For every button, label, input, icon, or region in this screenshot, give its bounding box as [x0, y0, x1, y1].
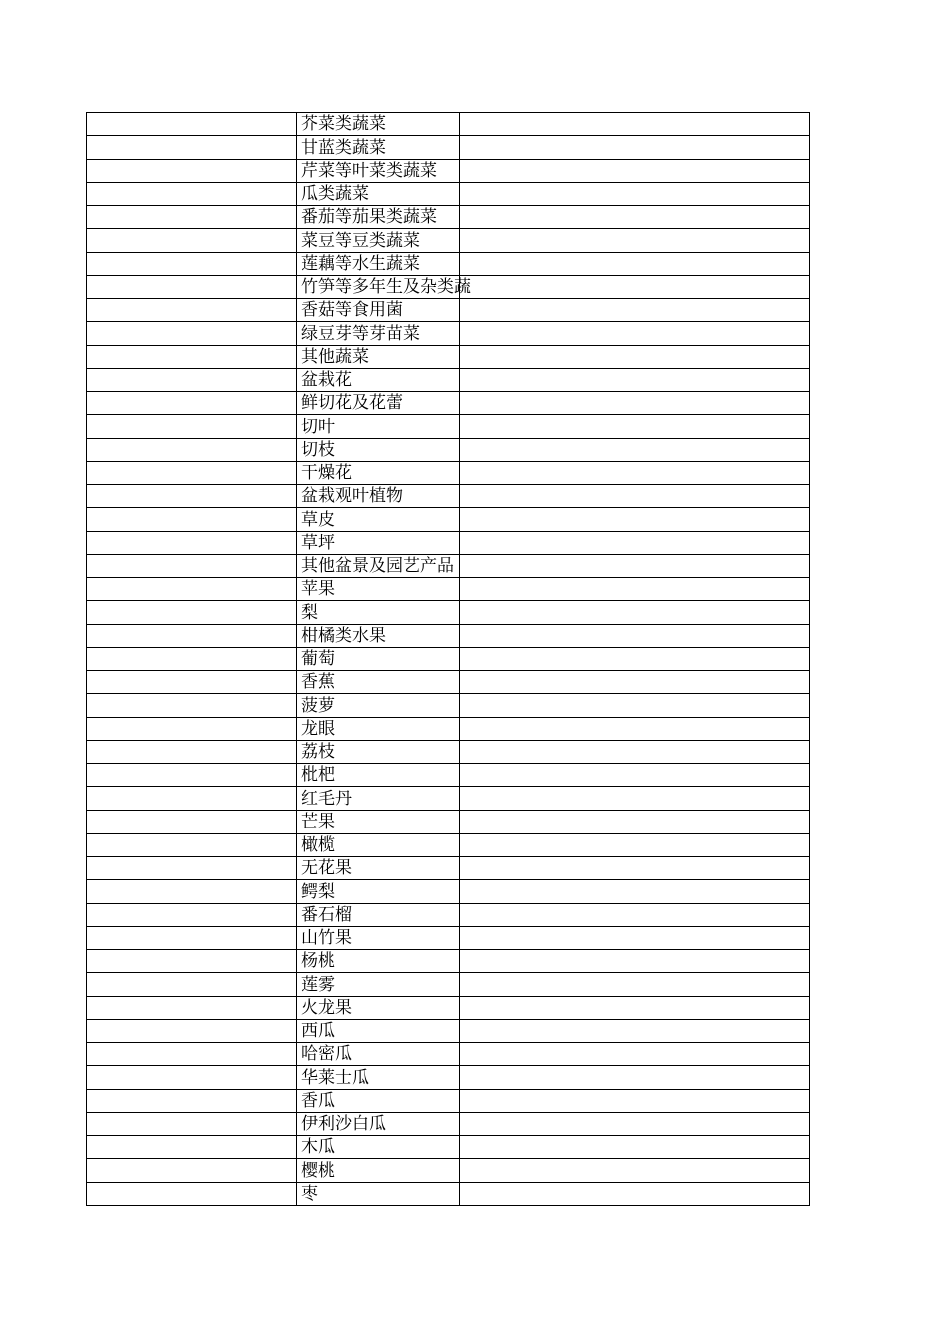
product-name: 其他盆景及园艺产品 — [301, 556, 454, 576]
product-name: 无花果 — [301, 858, 352, 879]
table-row — [87, 438, 810, 461]
blank-cell-right[interactable] — [460, 461, 810, 484]
product-name: 柑橘类水果 — [301, 625, 386, 646]
product-name-cell[interactable] — [297, 1043, 460, 1066]
blank-cell-right[interactable] — [460, 438, 810, 461]
product-name-cell[interactable] — [297, 345, 460, 368]
product-name-cell[interactable] — [297, 392, 460, 415]
blank-cell-left[interactable] — [87, 229, 297, 252]
table-row — [87, 671, 810, 694]
product-name-cell[interactable] — [297, 182, 460, 205]
product-name-cell[interactable] — [297, 926, 460, 949]
table-row — [87, 485, 810, 508]
product-name-cell[interactable] — [297, 554, 460, 577]
product-name: 鳄梨 — [301, 881, 335, 902]
blank-cell-right[interactable] — [460, 229, 810, 252]
table-row — [87, 299, 810, 322]
product-name: 哈密瓜 — [301, 1044, 352, 1065]
table-row — [87, 392, 810, 415]
product-name: 竹笋等多年生及杂类蔬 — [301, 277, 471, 297]
blank-cell-left[interactable] — [87, 136, 297, 159]
table-row — [87, 1066, 810, 1089]
product-name-cell[interactable] — [297, 229, 460, 252]
table-row — [87, 764, 810, 787]
product-name: 红毛丹 — [301, 788, 352, 809]
blank-cell-left[interactable] — [87, 252, 297, 275]
table-row — [87, 647, 810, 670]
product-name-cell[interactable] — [297, 1136, 460, 1159]
blank-cell-left[interactable] — [87, 740, 297, 763]
blank-cell-right[interactable] — [460, 833, 810, 856]
blank-cell-left[interactable] — [87, 601, 297, 624]
blank-cell-left[interactable] — [87, 159, 297, 182]
blank-cell-right[interactable] — [460, 1066, 810, 1089]
blank-cell-left[interactable] — [87, 392, 297, 415]
table-row — [87, 461, 810, 484]
product-name-cell[interactable] — [297, 368, 460, 391]
blank-cell-left[interactable] — [87, 1089, 297, 1112]
product-name: 龙眼 — [301, 718, 335, 739]
blank-cell-left[interactable] — [87, 671, 297, 694]
table-row — [87, 1019, 810, 1042]
product-name: 干燥花 — [301, 463, 352, 483]
blank-cell-right[interactable] — [460, 368, 810, 391]
blank-cell-left[interactable] — [87, 1066, 297, 1089]
blank-cell-left[interactable] — [87, 857, 297, 880]
table-row — [87, 833, 810, 856]
blank-cell-left[interactable] — [87, 926, 297, 949]
blank-cell-left[interactable] — [87, 1043, 297, 1066]
product-name: 芹菜等叶菜类蔬菜 — [301, 160, 437, 181]
blank-cell-left[interactable] — [87, 368, 297, 391]
product-name: 香菇等食用菌 — [301, 300, 403, 321]
product-name-cell[interactable] — [297, 717, 460, 740]
product-name: 山竹果 — [301, 928, 352, 948]
blank-cell-left[interactable] — [87, 1159, 297, 1182]
product-table-body — [87, 113, 810, 1206]
table-row — [87, 182, 810, 205]
blank-cell-right[interactable] — [460, 810, 810, 833]
blank-cell-right[interactable] — [460, 717, 810, 740]
blank-cell-right[interactable] — [460, 485, 810, 508]
blank-cell-left[interactable] — [87, 578, 297, 601]
blank-cell-right[interactable] — [460, 252, 810, 275]
table-row — [87, 275, 810, 298]
product-name-cell[interactable] — [297, 833, 460, 856]
product-name: 菜豆等豆类蔬菜 — [301, 230, 420, 251]
blank-cell-left[interactable] — [87, 1112, 297, 1135]
blank-cell-right[interactable] — [460, 694, 810, 717]
blank-cell-left[interactable] — [87, 531, 297, 554]
product-name: 切枝 — [301, 439, 335, 460]
blank-cell-left[interactable] — [87, 833, 297, 856]
product-name-cell[interactable] — [297, 322, 460, 345]
product-name-cell[interactable] — [297, 275, 471, 298]
table-row — [87, 136, 810, 159]
table-row — [87, 694, 810, 717]
product-name-cell[interactable] — [297, 950, 460, 973]
blank-cell-left[interactable] — [87, 113, 297, 136]
product-name-cell[interactable] — [297, 461, 460, 484]
blank-cell-right[interactable] — [460, 113, 810, 136]
blank-cell-left[interactable] — [87, 461, 297, 484]
blank-cell-left[interactable] — [87, 973, 297, 996]
blank-cell-left[interactable] — [87, 322, 297, 345]
product-name-cell[interactable] — [297, 113, 460, 136]
table-row — [87, 345, 810, 368]
product-name-cell[interactable] — [297, 1159, 460, 1182]
product-name-cell[interactable] — [297, 1066, 460, 1089]
blank-cell-right[interactable] — [460, 1182, 810, 1205]
blank-cell-left[interactable] — [87, 299, 297, 322]
table-row — [87, 1182, 810, 1205]
product-name: 莲藕等水生蔬菜 — [301, 253, 420, 274]
product-name: 瓜类蔬菜 — [301, 184, 369, 204]
table-row — [87, 415, 810, 438]
product-name: 葡萄 — [301, 649, 335, 669]
table-row — [87, 1112, 810, 1135]
product-name: 甘蓝类蔬菜 — [301, 137, 386, 158]
blank-cell-right[interactable] — [460, 764, 810, 787]
product-name: 鲜切花及花蕾 — [301, 393, 403, 414]
blank-cell-right[interactable] — [460, 903, 810, 926]
blank-cell-left[interactable] — [87, 880, 297, 903]
blank-cell-right[interactable] — [460, 880, 810, 903]
table-row — [87, 996, 810, 1019]
blank-cell-right[interactable] — [460, 1019, 810, 1042]
blank-cell-left[interactable] — [87, 903, 297, 926]
product-name-cell[interactable] — [297, 252, 460, 275]
product-name: 盆栽观叶植物 — [301, 486, 403, 507]
product-name: 草坪 — [301, 532, 335, 553]
product-name-cell[interactable] — [297, 624, 460, 647]
product-name: 西瓜 — [301, 1021, 335, 1041]
product-name-cell[interactable] — [297, 1182, 460, 1205]
blank-cell-right[interactable] — [460, 299, 810, 322]
blank-cell-left[interactable] — [87, 764, 297, 787]
product-name: 苹果 — [301, 579, 335, 600]
table-row — [87, 1089, 810, 1112]
blank-cell-right[interactable] — [460, 275, 810, 298]
product-table — [86, 112, 810, 1206]
product-name-cell[interactable] — [297, 136, 460, 159]
product-name-cell[interactable] — [297, 694, 460, 717]
product-name-cell[interactable] — [297, 1112, 460, 1135]
product-name-cell[interactable] — [297, 903, 460, 926]
blank-cell-right[interactable] — [460, 182, 810, 205]
table-row — [87, 903, 810, 926]
product-name-cell[interactable] — [297, 415, 460, 438]
product-name: 荔枝 — [301, 742, 335, 762]
blank-cell-left[interactable] — [87, 1019, 297, 1042]
product-name-cell[interactable] — [297, 647, 460, 670]
product-name: 盆栽花 — [301, 370, 352, 390]
product-name-cell[interactable] — [297, 740, 460, 763]
table-row — [87, 740, 810, 763]
table-row — [87, 810, 810, 833]
table-row — [87, 1136, 810, 1159]
blank-cell-right[interactable] — [460, 787, 810, 810]
product-name-cell[interactable] — [297, 438, 460, 461]
table-row — [87, 787, 810, 810]
blank-cell-left[interactable] — [87, 996, 297, 1019]
table-row — [87, 578, 810, 601]
blank-cell-right[interactable] — [460, 531, 810, 554]
product-name: 香蕉 — [301, 672, 335, 693]
product-name: 伊利沙白瓜 — [301, 1114, 386, 1134]
blank-cell-left[interactable] — [87, 1136, 297, 1159]
table-row — [87, 206, 810, 229]
product-name: 莲雾 — [301, 974, 335, 995]
table-row — [87, 857, 810, 880]
table-row — [87, 880, 810, 903]
product-name: 梨 — [301, 602, 318, 623]
product-name-cell[interactable] — [297, 764, 460, 787]
table-row — [87, 368, 810, 391]
blank-cell-right[interactable] — [460, 136, 810, 159]
product-name: 木瓜 — [301, 1137, 335, 1158]
blank-cell-right[interactable] — [460, 322, 810, 345]
blank-cell-left[interactable] — [87, 950, 297, 973]
blank-cell-right[interactable] — [460, 159, 810, 182]
blank-cell-left[interactable] — [87, 206, 297, 229]
product-name-cell[interactable] — [297, 508, 460, 531]
blank-cell-right[interactable] — [460, 1089, 810, 1112]
table-row — [87, 624, 810, 647]
blank-cell-left[interactable] — [87, 810, 297, 833]
product-name: 橄榄 — [301, 835, 335, 855]
product-name-cell[interactable] — [297, 578, 460, 601]
blank-cell-left[interactable] — [87, 694, 297, 717]
blank-cell-left[interactable] — [87, 415, 297, 438]
blank-cell-right[interactable] — [460, 996, 810, 1019]
table-row — [87, 531, 810, 554]
blank-cell-right[interactable] — [460, 1112, 810, 1135]
product-name: 杨桃 — [301, 951, 335, 972]
table-row — [87, 508, 810, 531]
table-row — [87, 950, 810, 973]
table-row — [87, 159, 810, 182]
table-row — [87, 1043, 810, 1066]
blank-cell-left[interactable] — [87, 1182, 297, 1205]
table-row — [87, 252, 810, 275]
product-name: 芒果 — [301, 811, 335, 832]
product-name-cell[interactable] — [297, 973, 460, 996]
blank-cell-right[interactable] — [460, 206, 810, 229]
blank-cell-left[interactable] — [87, 647, 297, 670]
product-name-cell[interactable] — [297, 531, 460, 554]
product-name-cell[interactable] — [297, 857, 460, 880]
table-row — [87, 113, 810, 136]
table-row — [87, 973, 810, 996]
blank-cell-right[interactable] — [460, 554, 810, 577]
product-name-cell[interactable] — [297, 787, 460, 810]
blank-cell-left[interactable] — [87, 717, 297, 740]
product-name: 菠萝 — [301, 695, 335, 716]
blank-cell-right[interactable] — [460, 950, 810, 973]
table-row — [87, 322, 810, 345]
table-row — [87, 717, 810, 740]
product-name-cell[interactable] — [297, 1089, 460, 1112]
product-name-cell[interactable] — [297, 159, 460, 182]
blank-cell-right[interactable] — [460, 671, 810, 694]
blank-cell-left[interactable] — [87, 624, 297, 647]
blank-cell-left[interactable] — [87, 485, 297, 508]
table-row — [87, 926, 810, 949]
blank-cell-right[interactable] — [460, 392, 810, 415]
product-name: 香瓜 — [301, 1090, 335, 1111]
product-name: 火龙果 — [301, 997, 352, 1018]
blank-cell-left[interactable] — [87, 508, 297, 531]
blank-cell-right[interactable] — [460, 647, 810, 670]
product-name-cell[interactable] — [297, 299, 460, 322]
product-name: 草皮 — [301, 509, 335, 530]
table-row — [87, 1159, 810, 1182]
blank-cell-right[interactable] — [460, 1136, 810, 1159]
blank-cell-right[interactable] — [460, 857, 810, 880]
product-name: 其他蔬菜 — [301, 346, 369, 367]
product-name-cell[interactable] — [297, 1019, 460, 1042]
blank-cell-right[interactable] — [460, 601, 810, 624]
product-name: 番石榴 — [301, 904, 352, 925]
blank-cell-right[interactable] — [460, 415, 810, 438]
blank-cell-right[interactable] — [460, 740, 810, 763]
product-name: 芥菜类蔬菜 — [301, 114, 386, 135]
product-name-cell[interactable] — [297, 485, 460, 508]
blank-cell-left[interactable] — [87, 554, 297, 577]
product-name: 枣 — [301, 1183, 318, 1204]
product-name: 华莱士瓜 — [301, 1067, 369, 1088]
blank-cell-right[interactable] — [460, 973, 810, 996]
product-name-cell[interactable] — [297, 996, 460, 1019]
product-name: 枇杷 — [301, 765, 335, 786]
blank-cell-right[interactable] — [460, 624, 810, 647]
blank-cell-left[interactable] — [87, 787, 297, 810]
product-name: 番茄等茄果类蔬菜 — [301, 207, 437, 228]
product-name-cell[interactable] — [297, 206, 460, 229]
table-row — [87, 229, 810, 252]
blank-cell-right[interactable] — [460, 926, 810, 949]
blank-cell-right[interactable] — [460, 1159, 810, 1182]
blank-cell-right[interactable] — [460, 345, 810, 368]
product-name: 樱桃 — [301, 1160, 335, 1181]
product-name: 绿豆芽等芽苗菜 — [301, 323, 420, 344]
product-name-cell[interactable] — [297, 810, 460, 833]
product-name-cell[interactable] — [297, 671, 460, 694]
blank-cell-left[interactable] — [87, 182, 297, 205]
table-row — [87, 554, 810, 577]
product-name-cell[interactable] — [297, 880, 460, 903]
blank-cell-left[interactable] — [87, 438, 297, 461]
blank-cell-right[interactable] — [460, 1043, 810, 1066]
product-name-cell[interactable] — [297, 601, 460, 624]
table-row — [87, 601, 810, 624]
blank-cell-right[interactable] — [460, 508, 810, 531]
product-name: 切叶 — [301, 416, 335, 437]
blank-cell-right[interactable] — [460, 578, 810, 601]
blank-cell-left[interactable] — [87, 345, 297, 368]
blank-cell-left[interactable] — [87, 275, 297, 298]
